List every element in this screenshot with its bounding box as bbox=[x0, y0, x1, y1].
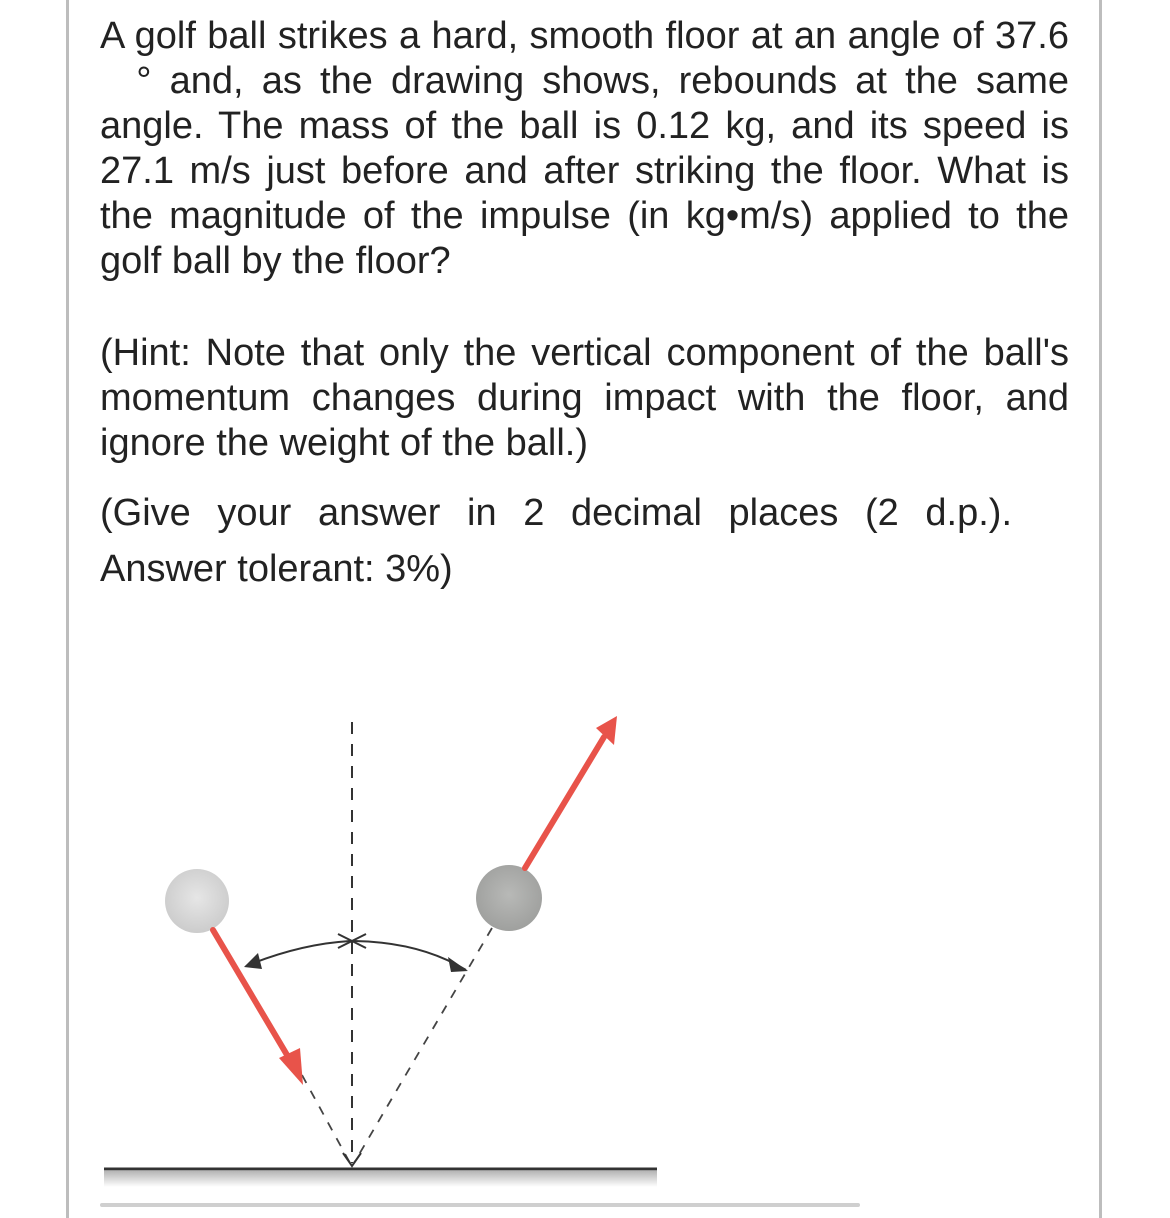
angle-arc-left-arrowhead-icon bbox=[244, 953, 262, 969]
incoming-path-dashed bbox=[302, 1075, 350, 1163]
incoming-golf-ball-icon bbox=[165, 869, 229, 933]
instruction-line2: Answer tolerant: 3%) bbox=[100, 548, 453, 590]
mass-value: 0.12 bbox=[636, 105, 711, 147]
speed-value: 27.1 bbox=[100, 150, 174, 192]
outgoing-golf-ball-icon bbox=[476, 865, 542, 931]
degree-symbol: ° bbox=[136, 60, 152, 102]
incoming-velocity-arrow bbox=[213, 930, 290, 1060]
question-text-part1: A golf ball strikes a hard, smooth floor at an angle of bbox=[100, 15, 996, 57]
outgoing-velocity-arrow bbox=[525, 737, 604, 868]
angle-value: 37.6 bbox=[995, 15, 1069, 57]
bottom-edge-bar bbox=[100, 1203, 860, 1207]
hint-text: (Hint: Note that only the vertical component of the ball's momentum changes during impact with the floor, and ignore the weight of the ball.) bbox=[100, 332, 1069, 464]
incoming-velocity-arrowhead-icon bbox=[279, 1048, 303, 1085]
outgoing-path-dashed bbox=[354, 928, 492, 1163]
instruction-line1: (Give your answer in 2 decimal places (2 d.p.). bbox=[100, 492, 1012, 534]
question-text-part2: and, as the drawing shows, rebounds at the same angle. The mass of the ball is bbox=[100, 60, 1069, 147]
floor-shadow bbox=[104, 1171, 657, 1187]
question-text-part3: kg, and its speed is bbox=[710, 105, 1069, 147]
angle-arc-right bbox=[354, 941, 466, 970]
angle-arc-right-arrowhead-icon bbox=[448, 957, 468, 972]
question-text-part4: m/s just before and after striking the floor. What is the magnitude of the impulse (in kg•m/s) applied to the golf ball by the floor? bbox=[100, 150, 1069, 282]
angle-arc-left bbox=[246, 941, 350, 966]
